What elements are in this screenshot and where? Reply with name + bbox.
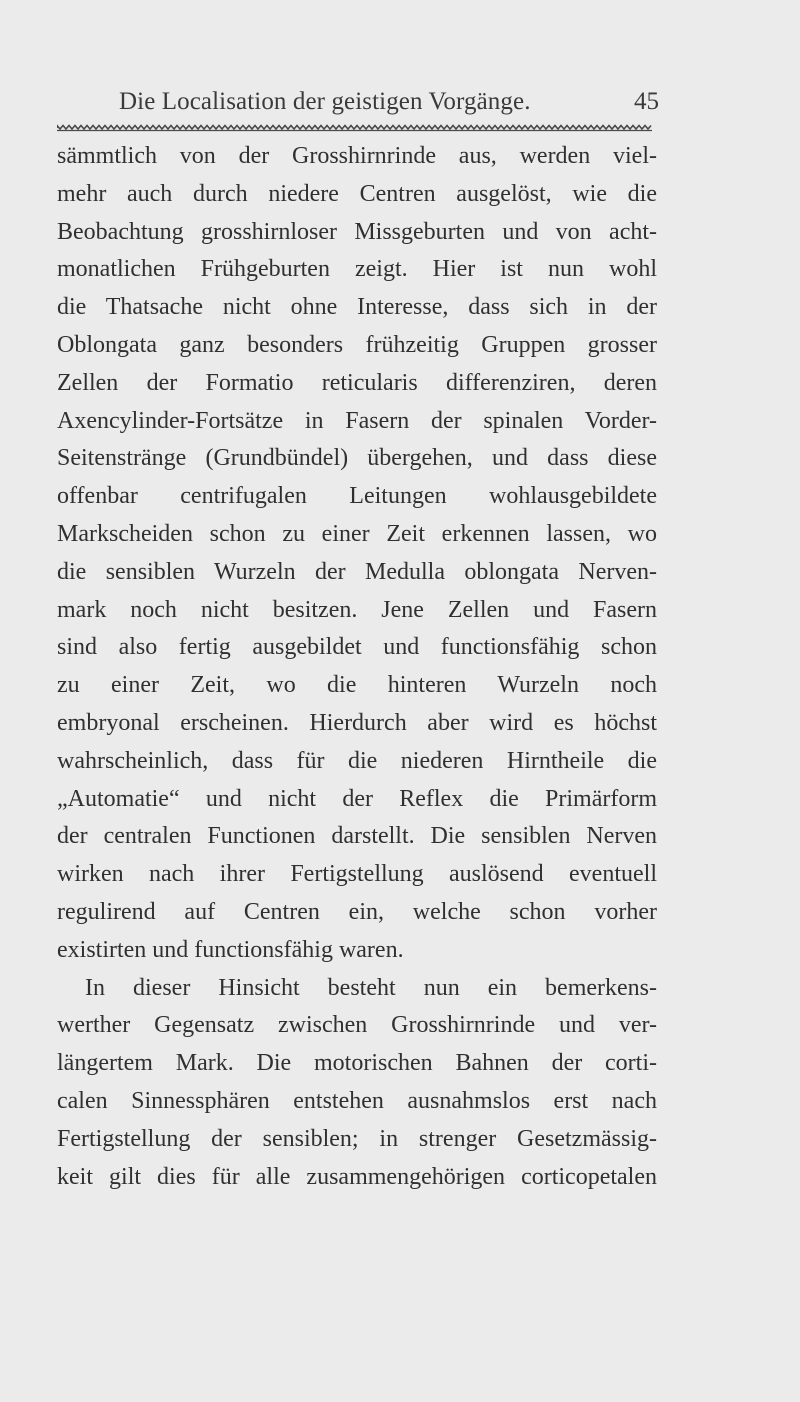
text-line: werther Gegensatz zwischen Grosshirnrinde und ver- — [57, 1012, 657, 1039]
text-line: existirten und functionsfähig waren. — [57, 936, 404, 963]
text-line: monatlichen Frühgeburten zeigt. Hier ist nun wohl — [57, 256, 657, 283]
text-line: keit gilt dies für alle zusammengehörigen corticopetalen — [57, 1163, 657, 1190]
text-line: Oblongata ganz besonders frühzeitig Gruppen grosser — [57, 331, 657, 358]
text-line: regulirend auf Centren ein, welche schon vorher — [57, 898, 657, 925]
text-line: calen Sinnessphären entstehen ausnahmslos erst nach — [57, 1087, 657, 1114]
text-line: Fertigstellung der sensiblen; in strenger Gesetzmässig- — [57, 1125, 657, 1152]
text-line: längertem Mark. Die motorischen Bahnen der corti- — [57, 1050, 657, 1077]
text-line: wirken nach ihrer Fertigstellung auslösend eventuell — [57, 861, 657, 888]
text-line: der centralen Functionen darstellt. Die sensiblen Nerven — [57, 823, 657, 850]
text-line: Axencylinder-Fortsätze in Fasern der spinalen Vorder- — [57, 407, 657, 434]
text-line: embryonal erscheinen. Hierdurch aber wird es höchst — [57, 709, 657, 736]
text-line: sind also fertig ausgebildet und functionsfähig schon — [57, 634, 657, 661]
text-line: In dieser Hinsicht besteht nun ein bemerkens- — [85, 974, 657, 1001]
text-line: mark noch nicht besitzen. Jene Zellen und Fasern — [57, 596, 657, 623]
text-line: die Thatsache nicht ohne Interesse, dass sich in der — [57, 294, 657, 321]
text-line: Beobachtung grosshirnloser Missgeburten und von acht- — [57, 218, 657, 245]
text-line: zu einer Zeit, wo die hinteren Wurzeln noch — [57, 672, 657, 699]
text-line: mehr auch durch niedere Centren ausgelöst, wie die — [57, 180, 657, 207]
running-title: Die Localisation der geistigen Vorgänge. — [119, 88, 531, 115]
text-line: sämmtlich von der Grosshirnrinde aus, werden viel- — [57, 143, 657, 169]
text-line: die sensiblen Wurzeln der Medulla oblongata Nerven- — [57, 558, 657, 585]
text-line: wahrscheinlich, dass für die niederen Hirntheile die — [57, 747, 657, 774]
text-line: „Automatie“ und nicht der Reflex die Primärform — [57, 785, 657, 812]
paragraph-2 — [57, 970, 657, 1197]
text-line: offenbar centrifugalen Leitungen wohlausgebildete — [57, 483, 657, 510]
page-header — [57, 88, 657, 122]
text-line: Seitenstränge (Grundbündel) übergehen, und dass diese — [57, 445, 657, 472]
text-line: Markscheiden schon zu einer Zeit erkennen lassen, wo — [57, 520, 657, 547]
page-number: 45 — [634, 88, 659, 115]
body-text — [57, 138, 657, 1196]
text-line: Zellen der Formatio reticularis differenziren, deren — [57, 369, 657, 396]
decorative-wavy-rule — [57, 124, 652, 132]
paragraph-1 — [57, 138, 657, 970]
